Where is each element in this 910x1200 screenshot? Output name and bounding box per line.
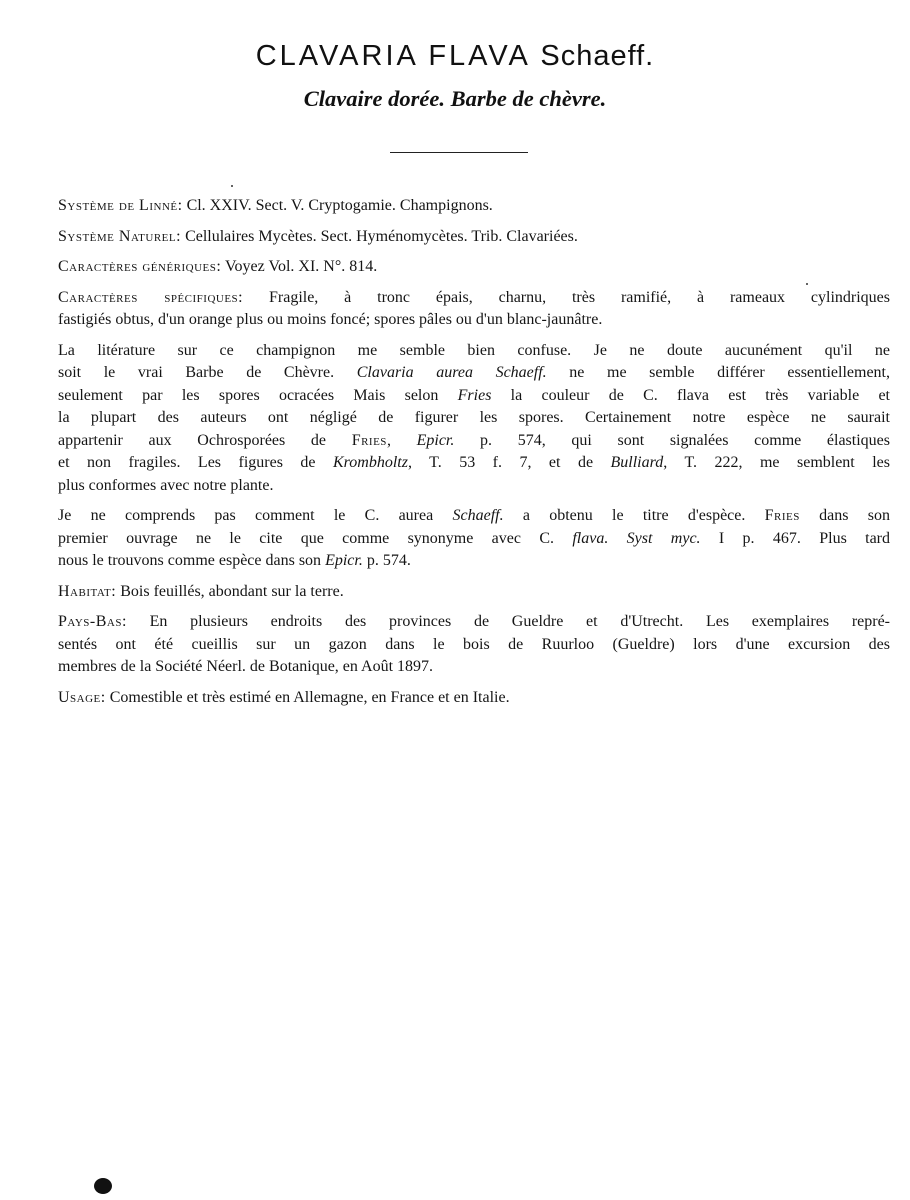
section-text-line: sentés ont été cueillis sur un gazon dans le bois de Ruurloo (Gueldre) lors d'une excursion des xyxy=(58,635,890,653)
section-paysbas xyxy=(58,611,890,679)
section-usage xyxy=(58,687,890,710)
document-body xyxy=(58,195,890,717)
section-habitat xyxy=(58,581,890,604)
paragraph-line: appartenir aux Ochrosporées de Fries, Epicr. p. 574, qui sont signalées comme élastiques xyxy=(58,431,891,449)
paragraph-line: plus conformes avec notre plante. xyxy=(58,476,274,494)
paragraph-line: soit le vrai Barbe de Chèvre. Clavaria aurea Schaeff. ne me semble différer essentiellement, xyxy=(58,364,891,381)
section-label: Caractères génériques: xyxy=(58,258,222,275)
ink-blot xyxy=(94,1178,112,1194)
page-title xyxy=(0,40,910,73)
section-linne xyxy=(58,195,890,218)
paragraph-litterature xyxy=(58,340,890,498)
paragraph-line: premier ouvrage ne le cite que comme synonyme avec C. flava. Syst myc. I p. 467. Plus tard xyxy=(58,529,891,547)
paragraph-line: et non fragiles. Les figures de Krombholtz, T. 53 f. 7, et de Bulliard, T. 222, me semblent les xyxy=(58,454,890,471)
page-subtitle: Clavaire dorée. Barbe de chèvre. xyxy=(303,86,607,111)
section-text: Cl. XXIV. Sect. V. Cryptogamie. Champignons. xyxy=(182,197,493,214)
paragraph-line: Je ne comprends pas comment le C. aurea Schaeff. a obtenu le titre d'espèce. Fries dans son xyxy=(58,507,890,524)
section-label: Caractères spécifiques: xyxy=(58,288,244,306)
title-author: Schaeff. xyxy=(540,40,655,72)
section-text-line: fastigiés obtus, d'un orange plus ou moins foncé; spores pâles ou d'un blanc-jaunâtre. xyxy=(58,311,603,328)
section-text: Comestible et très estimé en Allemagne, en France et en Italie. xyxy=(105,688,510,706)
section-specifiques xyxy=(58,287,890,332)
paragraph-line: seulement par les spores ocracées Mais selon Fries la couleur de C. flava est très variable et xyxy=(58,386,891,404)
section-text: Cellulaires Mycètes. Sect. Hyménomycètes. Trib. Clavariées. xyxy=(181,227,578,245)
section-generiques xyxy=(58,256,890,279)
paragraph-line: nous le trouvons comme espèce dans son Epicr. p. 574. xyxy=(58,552,411,569)
paragraph-line: La litérature sur ce champignon me semble bien confuse. Je ne doute aucunément qu'il ne xyxy=(58,341,890,359)
section-label: Système de Linné: xyxy=(58,197,183,214)
section-text: Voyez Vol. XI. N°. 814. xyxy=(221,258,378,275)
section-label: Habitat: xyxy=(58,582,117,600)
title-genus-species: CLAVARIA FLAVA xyxy=(255,40,530,72)
section-naturel xyxy=(58,226,890,249)
section-text: En plusieurs endroits des provinces de Gueldre et d'Utrecht. Les exemplaires repré- xyxy=(126,613,890,630)
section-label: Système Naturel: xyxy=(58,227,182,245)
ink-speck xyxy=(231,185,233,187)
title-divider xyxy=(390,152,528,153)
section-text: Bois feuillés, abondant sur la terre. xyxy=(116,582,344,600)
section-text: Fragile, à tronc épais, charnu, très ramifié, à rameaux cylindriques xyxy=(243,288,890,306)
section-label: Usage: xyxy=(58,688,106,706)
section-text-line: membres de la Société Néerl. de Botanique, en Août 1897. xyxy=(58,658,434,675)
paragraph-aurea xyxy=(58,505,890,573)
section-label: Pays-Bas: xyxy=(58,613,127,630)
paragraph-line: la plupart des auteurs ont négligé de figurer les spores. Certainement notre espèce ne saurait xyxy=(58,409,890,426)
